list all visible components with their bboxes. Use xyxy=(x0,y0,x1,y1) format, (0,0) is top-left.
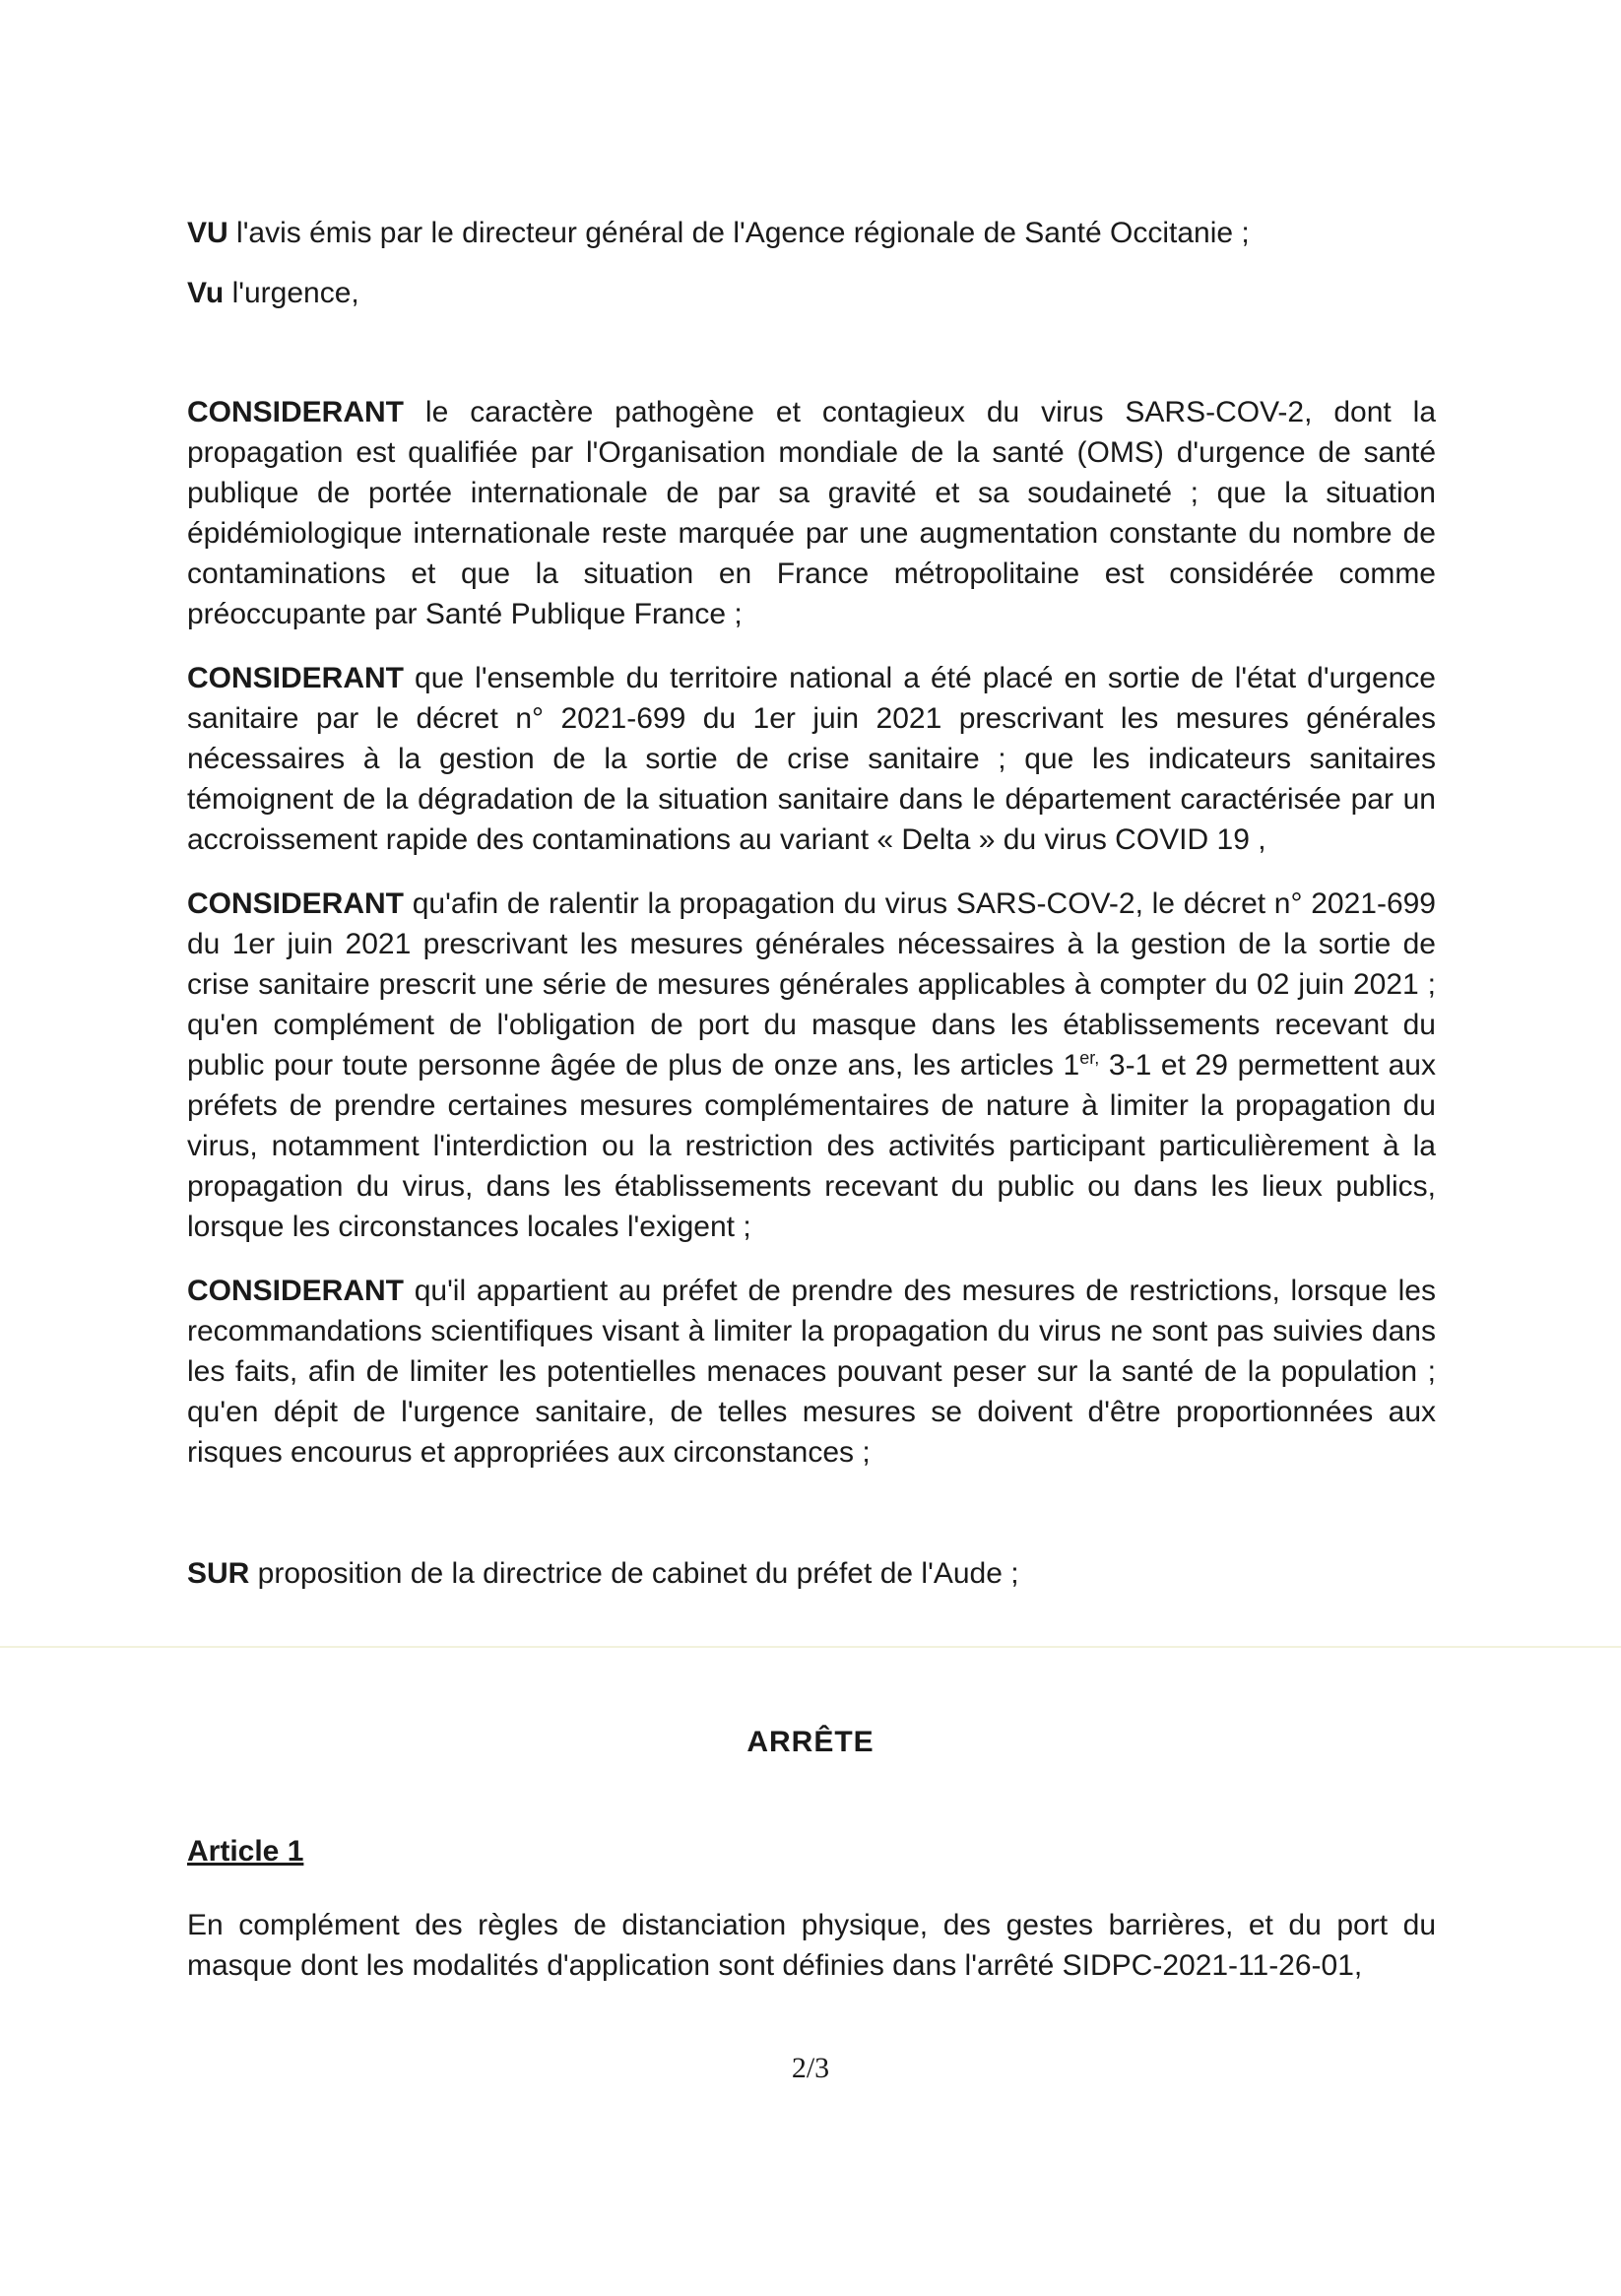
considerant-2 xyxy=(187,658,1436,860)
considerant-keyword: CONSIDERANT xyxy=(187,662,405,694)
scan-fold-line xyxy=(0,1646,1621,1648)
sur-keyword: SUR xyxy=(187,1557,250,1590)
sur-proposition xyxy=(187,1553,1436,1594)
article-1-heading: Article 1 xyxy=(187,1835,304,1868)
page-number: 2/3 xyxy=(791,2052,830,2084)
considerant-text: que l'ensemble du territoire national a été placé en sortie de l'état d'urgence sanitaire par le décret n° 2021-699 du 1er juin 2021 prescrivant les mesures générales nécessaires à la gestion de la sortie de crise sanitaire ; que les indicateurs sanitaires témoignent de la dégradation de la situation sanitaire dans le département caractérisée par un accroissement rapide des contaminations au variant « Delta » du virus COVID 19 , xyxy=(187,662,1436,856)
visa-keyword: Vu xyxy=(187,277,225,309)
considerant-text-continued: 3-1 et 29 permettent aux préfets de prendre certaines mesures complémentaires de nature à limiter la propagation du virus, notamment l'interdiction ou la restriction des activités participant particulièrement à la propagation du virus, dans les établissements recevant du public ou dans les lieux publics, lorsque les circonstances locales l'exigent ; xyxy=(187,1049,1436,1243)
visa-urgence xyxy=(187,273,1436,313)
visa-text: l'avis émis par le directeur général de l'Agence régionale de Santé Occitanie ; xyxy=(227,217,1250,249)
arrete-heading: ARRÊTE xyxy=(746,1726,875,1758)
considerant-3 xyxy=(187,884,1436,1247)
considerant-text: le caractère pathogène et contagieux du virus SARS-COV-2, dont la propagation est qualifiée par l'Organisation mondiale de la santé (OMS) d'urgence de santé publique de portée internationale de par sa gravité et sa soudaineté ; que la situation épidémiologique internationale reste marquée par une augmentation constante du nombre de contaminations et que la situation en France métropolitaine est considérée comme préoccupante par Santé Publique France ; xyxy=(187,396,1436,630)
considerant-text: qu'il appartient au préfet de prendre des mesures de restrictions, lorsque les recommandations scientifiques visant à limiter la propagation du virus ne sont pas suivies dans les faits, afin de limiter les potentielles menaces pouvant peser sur la santé de la population ; qu'en dépit de l'urgence sanitaire, de telles mesures se doivent d'être proportionnées aux risques encourus et appropriées aux circonstances ; xyxy=(187,1275,1436,1469)
preamble xyxy=(187,213,1436,1594)
visa-text: l'urgence, xyxy=(224,277,359,309)
sur-text: proposition de la directrice de cabinet du préfet de l'Aude ; xyxy=(249,1557,1019,1590)
superscript-er: er, xyxy=(1079,1048,1100,1068)
visa-keyword: VU xyxy=(187,217,228,249)
considerant-keyword: CONSIDERANT xyxy=(187,887,405,920)
considerant-1 xyxy=(187,392,1436,634)
considerant-text: qu'afin de ralentir la propagation du virus SARS-COV-2, le décret n° 2021-699 du 1er juin 2021 prescrivant les mesures générales nécessaires à la gestion de la sortie de crise sanitaire prescrit une série de mesures générales applicables à compter du 02 juin 2021 ; qu'en complément de l'obligation de port du masque dans les établissements recevant du public pour toute personne âgée de plus de onze ans, les articles 1 xyxy=(187,887,1436,1082)
considerant-keyword: CONSIDERANT xyxy=(187,1275,405,1307)
article-1-body: En complément des règles de distanciation physique, des gestes barrières, et du port du masque dont les modalités d'application sont définies dans l'arrêté SIDPC-2021-11-26-01, xyxy=(187,1909,1436,1982)
considerant-4 xyxy=(187,1271,1436,1473)
considerant-keyword: CONSIDERANT xyxy=(187,396,405,428)
visa-avis-ars xyxy=(187,213,1436,253)
